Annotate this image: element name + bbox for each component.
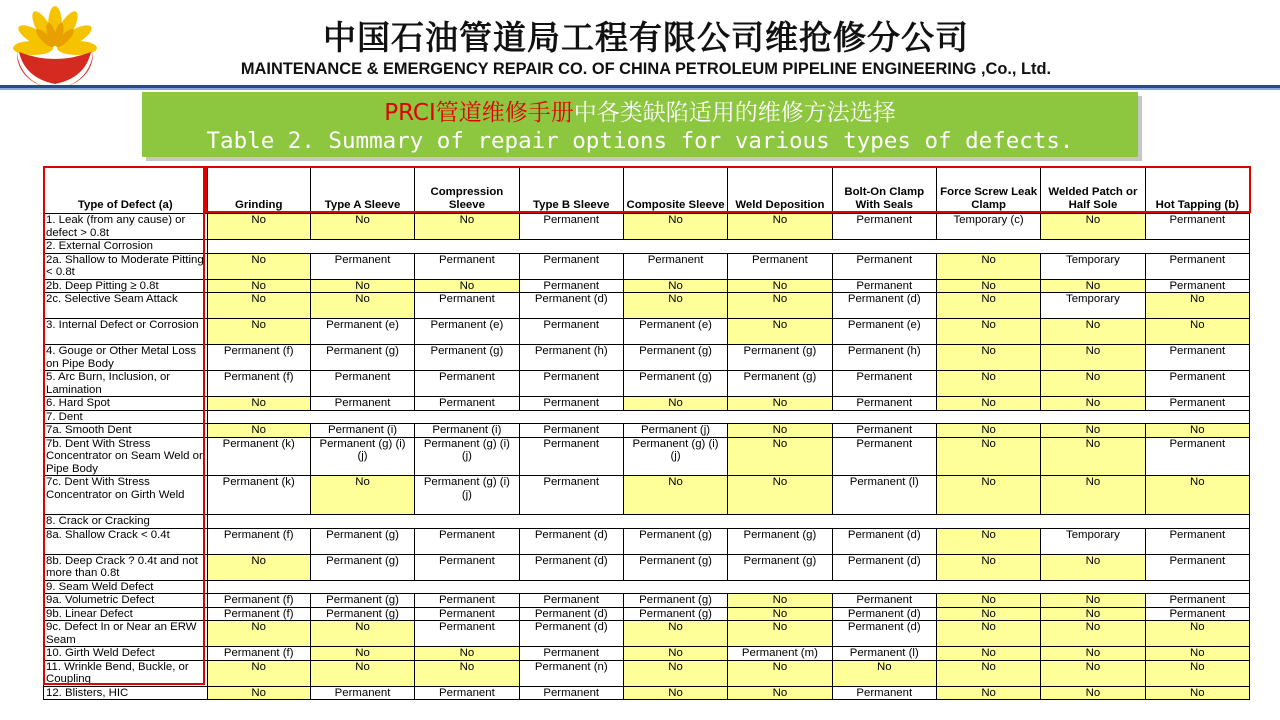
repair-option-cell: No (623, 397, 727, 411)
repair-option-cell: No (415, 214, 519, 240)
column-header: Compression Sleeve (415, 168, 519, 214)
column-header: Weld Deposition (728, 168, 832, 214)
repair-option-cell: Permanent (519, 214, 623, 240)
repair-option-cell: Temporary (c) (936, 214, 1040, 240)
defect-type-label: 12. Blisters, HIC (44, 686, 208, 700)
repair-option-cell: No (728, 397, 832, 411)
repair-option-cell: Permanent (l) (832, 476, 936, 515)
repair-option-cell: Permanent (g) (623, 345, 727, 371)
repair-option-cell: No (1041, 554, 1145, 580)
repair-option-cell: No (1041, 686, 1145, 700)
repair-option-cell: No (728, 476, 832, 515)
repair-option-cell: Permanent (i) (415, 424, 519, 438)
defect-type-label: 11. Wrinkle Bend, Buckle, or Coupling (44, 660, 208, 686)
defect-type-label: 7a. Smooth Dent (44, 424, 208, 438)
repair-option-cell: No (936, 397, 1040, 411)
repair-option-cell: No (1145, 293, 1249, 319)
table-body (44, 214, 1250, 700)
banner-title-english: Table 2. Summary of repair options for various types of defects. (206, 128, 1074, 154)
repair-option-cell: Permanent (415, 293, 519, 319)
repair-option-cell: Permanent (d) (519, 293, 623, 319)
repair-option-cell: Permanent (f) (207, 528, 310, 554)
repair-option-cell: No (207, 660, 310, 686)
repair-option-cell: No (310, 647, 414, 661)
repair-option-cell: No (207, 397, 310, 411)
repair-option-cell: Permanent (k) (207, 476, 310, 515)
repair-option-cell: No (623, 686, 727, 700)
table-row (44, 279, 1250, 293)
repair-option-cell: Permanent (h) (832, 345, 936, 371)
repair-option-cell: Permanent (l) (832, 647, 936, 661)
table-row (44, 594, 1250, 608)
repair-option-cell: No (1041, 660, 1145, 686)
repair-option-cell: Permanent (832, 397, 936, 411)
repair-option-cell: No (728, 437, 832, 476)
defect-type-label: 1. Leak (from any cause) or defect > 0.8t (44, 214, 208, 240)
column-header: Grinding (207, 168, 310, 214)
defect-type-label: 2a. Shallow to Moderate Pitting < 0.8t (44, 253, 208, 279)
table-row (44, 607, 1250, 621)
repair-option-cell: Permanent (g) (728, 371, 832, 397)
repair-option-cell: Permanent (728, 253, 832, 279)
repair-option-cell: No (936, 594, 1040, 608)
table-row (44, 253, 1250, 279)
defect-type-label: 7c. Dent With Stress Concentrator on Girth Weld (44, 476, 208, 515)
table-row (44, 345, 1250, 371)
repair-option-cell: Permanent (310, 371, 414, 397)
repair-option-cell: No (310, 660, 414, 686)
repair-option-cell: Permanent (g) (623, 371, 727, 397)
header-divider-light (0, 88, 1280, 90)
repair-option-cell: Permanent (1145, 528, 1249, 554)
banner-shadow-bottom (146, 157, 1142, 161)
column-header: Bolt-On Clamp With Seals (832, 168, 936, 214)
table-row (44, 371, 1250, 397)
repair-option-cell: No (1145, 686, 1249, 700)
defect-type-label: 5. Arc Burn, Inclusion, or Lamination (44, 371, 208, 397)
repair-option-cell: No (728, 607, 832, 621)
repair-option-cell: No (207, 214, 310, 240)
repair-option-cell: No (623, 214, 727, 240)
repair-option-cell: Permanent (g) (i) (j) (623, 437, 727, 476)
defect-type-label: 10. Girth Weld Defect (44, 647, 208, 661)
repair-option-cell: No (310, 214, 414, 240)
repair-option-cell: No (936, 345, 1040, 371)
title-banner (142, 92, 1138, 157)
repair-option-cell: No (1145, 621, 1249, 647)
defect-type-label: 7b. Dent With Stress Concentrator on Seam Weld or Pipe Body (44, 437, 208, 476)
repair-option-cell: Permanent (f) (207, 647, 310, 661)
repair-option-cell: Permanent (832, 424, 936, 438)
defect-type-label: 8. Crack or Cracking (44, 515, 208, 529)
repair-option-cell: No (1041, 607, 1145, 621)
repair-option-cell: No (1041, 476, 1145, 515)
repair-option-cell: Permanent (d) (519, 607, 623, 621)
repair-option-cell: Permanent (1145, 253, 1249, 279)
table-row (44, 437, 1250, 476)
repair-option-cell: No (415, 660, 519, 686)
repair-option-cell: Permanent (519, 476, 623, 515)
repair-option-cell: Permanent (519, 279, 623, 293)
repair-option-cell: No (1041, 397, 1145, 411)
company-name-chinese: 中国石油管道局工程有限公司维抢修分公司 (323, 18, 969, 57)
defect-type-label: 9b. Linear Defect (44, 607, 208, 621)
table-row (44, 621, 1250, 647)
repair-option-cell: No (936, 424, 1040, 438)
repair-option-cell: No (936, 293, 1040, 319)
repair-option-cell: Permanent (1145, 279, 1249, 293)
repair-option-cell: No (310, 621, 414, 647)
repair-option-cell: No (207, 686, 310, 700)
repair-option-cell: No (728, 279, 832, 293)
repair-option-cell: Temporary (1041, 253, 1145, 279)
repair-option-cell: Permanent (d) (832, 528, 936, 554)
repair-option-cell: No (728, 319, 832, 345)
defect-type-label: 2. External Corrosion (44, 240, 208, 254)
repair-option-cell: No (728, 214, 832, 240)
repair-option-cell: Permanent (g) (623, 528, 727, 554)
repair-option-cell: No (832, 660, 936, 686)
repair-option-cell: No (936, 647, 1040, 661)
repair-option-cell: Permanent (g) (310, 528, 414, 554)
repair-option-cell: No (623, 647, 727, 661)
repair-option-cell: Permanent (1145, 594, 1249, 608)
section-row (44, 515, 1250, 529)
repair-option-cell: No (728, 594, 832, 608)
repair-option-cell: Permanent (m) (728, 647, 832, 661)
repair-option-cell: Permanent (832, 594, 936, 608)
repair-option-cell: Permanent (g) (i) (j) (415, 476, 519, 515)
column-header: Force Screw Leak Clamp (936, 168, 1040, 214)
defect-type-label: 6. Hard Spot (44, 397, 208, 411)
repair-option-cell: No (207, 279, 310, 293)
repair-option-cell: No (936, 279, 1040, 293)
section-spacer (207, 410, 1249, 424)
repair-option-cell: Permanent (g) (728, 554, 832, 580)
table-row (44, 528, 1250, 554)
repair-option-cell: Permanent (d) (519, 528, 623, 554)
table-row (44, 397, 1250, 411)
repair-option-cell: No (310, 476, 414, 515)
repair-option-cell: No (1041, 279, 1145, 293)
repair-option-cell: Permanent (1145, 214, 1249, 240)
table-row (44, 293, 1250, 319)
repair-option-cell: No (1041, 437, 1145, 476)
table-row (44, 319, 1250, 345)
repair-option-cell: Permanent (832, 279, 936, 293)
repair-option-cell: No (936, 686, 1040, 700)
repair-option-cell: No (415, 279, 519, 293)
table-row (44, 476, 1250, 515)
repair-option-cell: Permanent (d) (832, 607, 936, 621)
repair-option-cell: No (1041, 621, 1145, 647)
repair-option-cell: Permanent (519, 397, 623, 411)
table-row (44, 647, 1250, 661)
banner-title-rest: 中各类缺陷适用的维修方法选择 (573, 100, 896, 126)
repair-option-cell: No (310, 293, 414, 319)
repair-option-cell: Permanent (i) (310, 424, 414, 438)
defect-type-label: 2b. Deep Pitting ≥ 0.8t (44, 279, 208, 293)
repair-option-cell: No (1145, 476, 1249, 515)
repair-option-cell: Permanent (f) (207, 371, 310, 397)
repair-option-cell: Permanent (g) (623, 554, 727, 580)
repair-option-cell: Permanent (e) (415, 319, 519, 345)
repair-option-cell: Permanent (519, 647, 623, 661)
repair-option-cell: No (207, 554, 310, 580)
column-header: Type A Sleeve (310, 168, 414, 214)
repair-option-cell: No (936, 319, 1040, 345)
repair-option-cell: No (1145, 647, 1249, 661)
section-spacer (207, 240, 1249, 254)
repair-option-cell: Permanent (g) (623, 607, 727, 621)
repair-option-cell: Permanent (415, 397, 519, 411)
repair-option-cell: No (936, 253, 1040, 279)
repair-option-cell: No (936, 476, 1040, 515)
repair-option-cell: No (623, 660, 727, 686)
repair-option-cell: Permanent (415, 528, 519, 554)
repair-option-cell: Permanent (415, 554, 519, 580)
repair-option-cell: Permanent (519, 437, 623, 476)
section-spacer (207, 580, 1249, 594)
repair-option-cell: Permanent (1145, 371, 1249, 397)
repair-option-cell: Permanent (519, 253, 623, 279)
repair-option-cell: Permanent (310, 253, 414, 279)
defect-type-label: 8b. Deep Crack ? 0.4t and not more than 0.8t (44, 554, 208, 580)
repair-option-cell: No (1041, 594, 1145, 608)
repair-option-cell: Permanent (832, 437, 936, 476)
defect-type-label: 4. Gouge or Other Metal Loss on Pipe Body (44, 345, 208, 371)
repair-option-cell: Permanent (f) (207, 594, 310, 608)
section-row (44, 410, 1250, 424)
repair-option-cell: Permanent (415, 686, 519, 700)
repair-option-cell: Permanent (519, 319, 623, 345)
banner-shadow (1138, 96, 1142, 161)
repair-option-cell: Permanent (519, 594, 623, 608)
repair-option-cell: Permanent (g) (310, 607, 414, 621)
repair-option-cell: No (1041, 371, 1145, 397)
repair-option-cell: Permanent (e) (623, 319, 727, 345)
repair-option-cell: Permanent (g) (310, 345, 414, 371)
repair-option-cell: Permanent (415, 253, 519, 279)
column-header: Type B Sleeve (519, 168, 623, 214)
repair-option-cell: No (1145, 660, 1249, 686)
repair-option-cell: No (936, 554, 1040, 580)
repair-option-cell: Permanent (g) (728, 345, 832, 371)
repair-option-cell: No (936, 371, 1040, 397)
repair-option-cell: Permanent (e) (832, 319, 936, 345)
table-row (44, 214, 1250, 240)
repair-option-cell: Permanent (d) (832, 554, 936, 580)
repair-option-cell: Permanent (623, 253, 727, 279)
repair-option-cell: Permanent (g) (310, 594, 414, 608)
repair-option-cell: No (623, 476, 727, 515)
repair-option-cell: No (1041, 424, 1145, 438)
repair-option-cell: No (728, 621, 832, 647)
repair-option-cell: No (207, 621, 310, 647)
repair-option-cell: No (728, 686, 832, 700)
column-header: Welded Patch or Half Sole (1041, 168, 1145, 214)
repair-option-cell: No (728, 424, 832, 438)
repair-option-cell: No (728, 660, 832, 686)
repair-option-cell: No (936, 660, 1040, 686)
repair-option-cell: Permanent (832, 214, 936, 240)
repair-option-cell: No (936, 437, 1040, 476)
repair-option-cell: Permanent (519, 424, 623, 438)
repair-option-cell: Permanent (d) (519, 554, 623, 580)
repair-option-cell: Permanent (d) (832, 293, 936, 319)
repair-option-cell: Permanent (415, 371, 519, 397)
repair-option-cell: No (936, 607, 1040, 621)
repair-option-cell: Permanent (1145, 345, 1249, 371)
repair-option-cell: Permanent (f) (207, 345, 310, 371)
repair-option-cell: Permanent (g) (415, 345, 519, 371)
repair-option-cell: Permanent (d) (519, 621, 623, 647)
repair-option-cell: Permanent (519, 371, 623, 397)
column-header: Composite Sleeve (623, 168, 727, 214)
repair-option-cell: Permanent (310, 397, 414, 411)
repair-option-cell: Permanent (832, 253, 936, 279)
repair-option-cell: No (207, 319, 310, 345)
repair-option-cell: Permanent (832, 371, 936, 397)
column-header-type-of-defect: Type of Defect (a) (44, 168, 208, 214)
defect-type-label: 9c. Defect In or Near an ERW Seam (44, 621, 208, 647)
repair-option-cell: No (207, 253, 310, 279)
repair-option-cell: Permanent (1145, 397, 1249, 411)
repair-option-cell: Permanent (519, 686, 623, 700)
repair-option-cell: No (310, 279, 414, 293)
defect-type-label: 7. Dent (44, 410, 208, 424)
repair-option-cell: No (207, 293, 310, 319)
repair-option-cell: No (1041, 345, 1145, 371)
banner-title-chinese (142, 94, 1138, 127)
repair-options-table (43, 167, 1250, 700)
repair-option-cell: No (1041, 319, 1145, 345)
repair-option-cell: No (1145, 424, 1249, 438)
defect-type-label: 2c. Selective Seam Attack (44, 293, 208, 319)
repair-option-cell: Permanent (415, 621, 519, 647)
defect-type-label: 3. Internal Defect or Corrosion (44, 319, 208, 345)
repair-option-cell: Permanent (e) (310, 319, 414, 345)
repair-option-cell: Temporary (1041, 528, 1145, 554)
repair-option-cell: Permanent (g) (623, 594, 727, 608)
repair-option-cell: No (1145, 319, 1249, 345)
repair-option-cell: Permanent (1145, 437, 1249, 476)
repair-option-cell: Permanent (832, 686, 936, 700)
repair-option-cell: No (936, 528, 1040, 554)
repair-option-cell: Permanent (j) (623, 424, 727, 438)
repair-option-cell: Permanent (1145, 607, 1249, 621)
table-header-row (44, 168, 1250, 214)
repair-option-cell: No (1041, 214, 1145, 240)
repair-option-cell: Permanent (n) (519, 660, 623, 686)
company-name-english: MAINTENANCE & EMERGENCY REPAIR CO. OF CHINA PETROLEUM PIPELINE ENGINEERING ,Co., Ltd. (240, 60, 1052, 78)
repair-option-cell: No (623, 293, 727, 319)
repair-option-cell: No (936, 621, 1040, 647)
repair-option-cell: Permanent (g) (310, 554, 414, 580)
repair-option-cell: Temporary (1041, 293, 1145, 319)
column-header: Hot Tapping (b) (1145, 168, 1249, 214)
repair-option-cell: Permanent (415, 594, 519, 608)
table-row (44, 424, 1250, 438)
table-row (44, 554, 1250, 580)
repair-option-cell: Permanent (1145, 554, 1249, 580)
repair-option-cell: Permanent (k) (207, 437, 310, 476)
repair-option-cell: Permanent (d) (832, 621, 936, 647)
repair-option-cell: No (623, 621, 727, 647)
repair-option-cell: Permanent (f) (207, 607, 310, 621)
table-row (44, 660, 1250, 686)
table-row (44, 686, 1250, 700)
repair-option-cell: Permanent (g) (i) (j) (415, 437, 519, 476)
repair-option-cell: No (415, 647, 519, 661)
section-spacer (207, 515, 1249, 529)
repair-option-cell: No (728, 293, 832, 319)
section-row (44, 240, 1250, 254)
defect-type-label: 9. Seam Weld Defect (44, 580, 208, 594)
repair-option-cell: Permanent (g) (i) (j) (310, 437, 414, 476)
repair-option-cell: Permanent (310, 686, 414, 700)
repair-option-cell: No (207, 424, 310, 438)
repair-option-cell: Permanent (415, 607, 519, 621)
banner-title-highlight: PRCI管道维修手册 (384, 100, 574, 126)
repair-option-cell: Permanent (h) (519, 345, 623, 371)
defect-type-label: 9a. Volumetric Defect (44, 594, 208, 608)
repair-option-cell: Permanent (g) (728, 528, 832, 554)
repair-option-cell: No (1041, 647, 1145, 661)
section-row (44, 580, 1250, 594)
defect-type-label: 8a. Shallow Crack < 0.4t (44, 528, 208, 554)
repair-option-cell: No (623, 279, 727, 293)
